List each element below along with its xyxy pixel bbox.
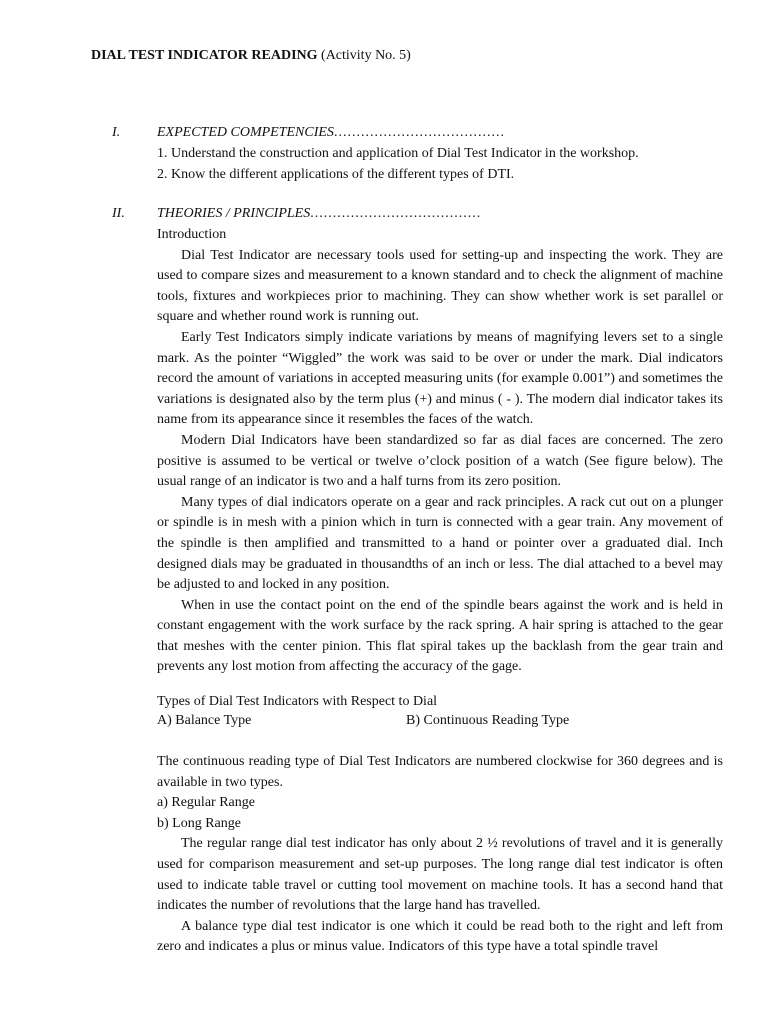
title-activity: (Activity No. 5) [317,48,411,63]
types-row [157,711,723,731]
option-regular-range: a) Regular Range [157,795,255,811]
title-main: DIAL TEST INDICATOR READING [91,48,318,63]
theory-body [157,225,723,678]
paragraph-5: When in use the contact point on the end of the spindle bears against the work and is held in constant engagement with the work surface by the rack spring. A hair spring is attached to the gear that meshes with the center pinion. This flat spiral takes up the backlash from the gear train and prevents any lost motion from affecting the accuracy of the gage. [157,597,723,675]
competency-item-2: 2. Know the different applications of the different types of DTI. [157,166,515,182]
paragraph-3: Modern Dial Indicators have been standardized so far as dial faces are concerned. The zero positive is assumed to be vertical or twelve o’clock position of a watch (See figure below). The usual range of an indicator is two and a half turns from its zero position. [157,432,723,490]
paragraph-2: Early Test Indicators simply indicate variations by means of magnifying levers set to a single mark. As the pointer “Wiggled” the work was said to be over or under the mark. Dial indicators record the amount of variations in accepted measuring units (for example 0.001”) and sometimes the variations is designated also by the term plus (+) and minus ( - ). The modern dial indicator takes its name from its appearance since it resembles the faces of the watch. [157,329,723,428]
section-1-heading [157,123,505,143]
types-heading: Types of Dial Test Indicators with Respect to Dial [157,694,438,709]
competencies-list [157,144,723,185]
section-2-number: II. [112,206,125,221]
section-1-heading-text: EXPECTED COMPETENCIES [157,125,334,140]
section-1-leader-dots: ...................................... [333,125,505,140]
section-2-heading-text: THEORIES / PRINCIPLES [157,206,311,221]
intro-label: Introduction [157,227,227,242]
option-long-range: b) Long Range [157,815,241,831]
type-a-balance: A) Balance Type [157,713,252,728]
document-title [91,46,411,66]
section-1-number: I. [112,125,121,140]
continuous-section [157,752,723,958]
closing-paragraph-1: The regular range dial test indicator has only about 2 ½ revolutions of travel and it is generally used for comparison measurement and set-up purposes. The long range dial test indicator is often used to indicate table travel or cutting tool movement on machine tools. It has a second hand that indicates the number of revolutions that the large hand has travelled. [157,836,723,914]
paragraph-1: Dial Test Indicator are necessary tools used for setting-up and inspecting the work. They are used to compare sizes and measurement to a known standard and to check the alignment of machine tools, fixtures and workpieces prior to machining. They can show whether work is set parallel or square and whether round work is running out. [157,247,723,325]
competency-item-1: 1. Understand the construction and application of Dial Test Indicator in the workshop. [157,146,639,161]
section-2-leader-dots: ...................................... [310,206,482,221]
section-2-heading [157,204,481,224]
continuous-description: The continuous reading type of Dial Test Indicators are numbered clockwise for 360 degrees and is available in two types. [157,754,723,790]
type-b-continuous: B) Continuous Reading Type [406,713,570,728]
paragraph-4: Many types of dial indicators operate on a gear and rack principles. A rack cut out on a plunger or spindle is in mesh with a pinion which in turn is connected with a gear train. Any movement of the spindle is then amplified and transmitted to a hand or pointer over a graduated dial. Inch designed dials may be graduated in thousandths of an inch or less. The dial attached to a bevel may be adjusted to and locked in any position. [157,494,723,593]
closing-paragraph-2: A balance type dial test indicator is one which it could be read both to the right and left from zero and indicates a plus or minus value. Indicators of this type have a total spindle travel [157,918,723,955]
